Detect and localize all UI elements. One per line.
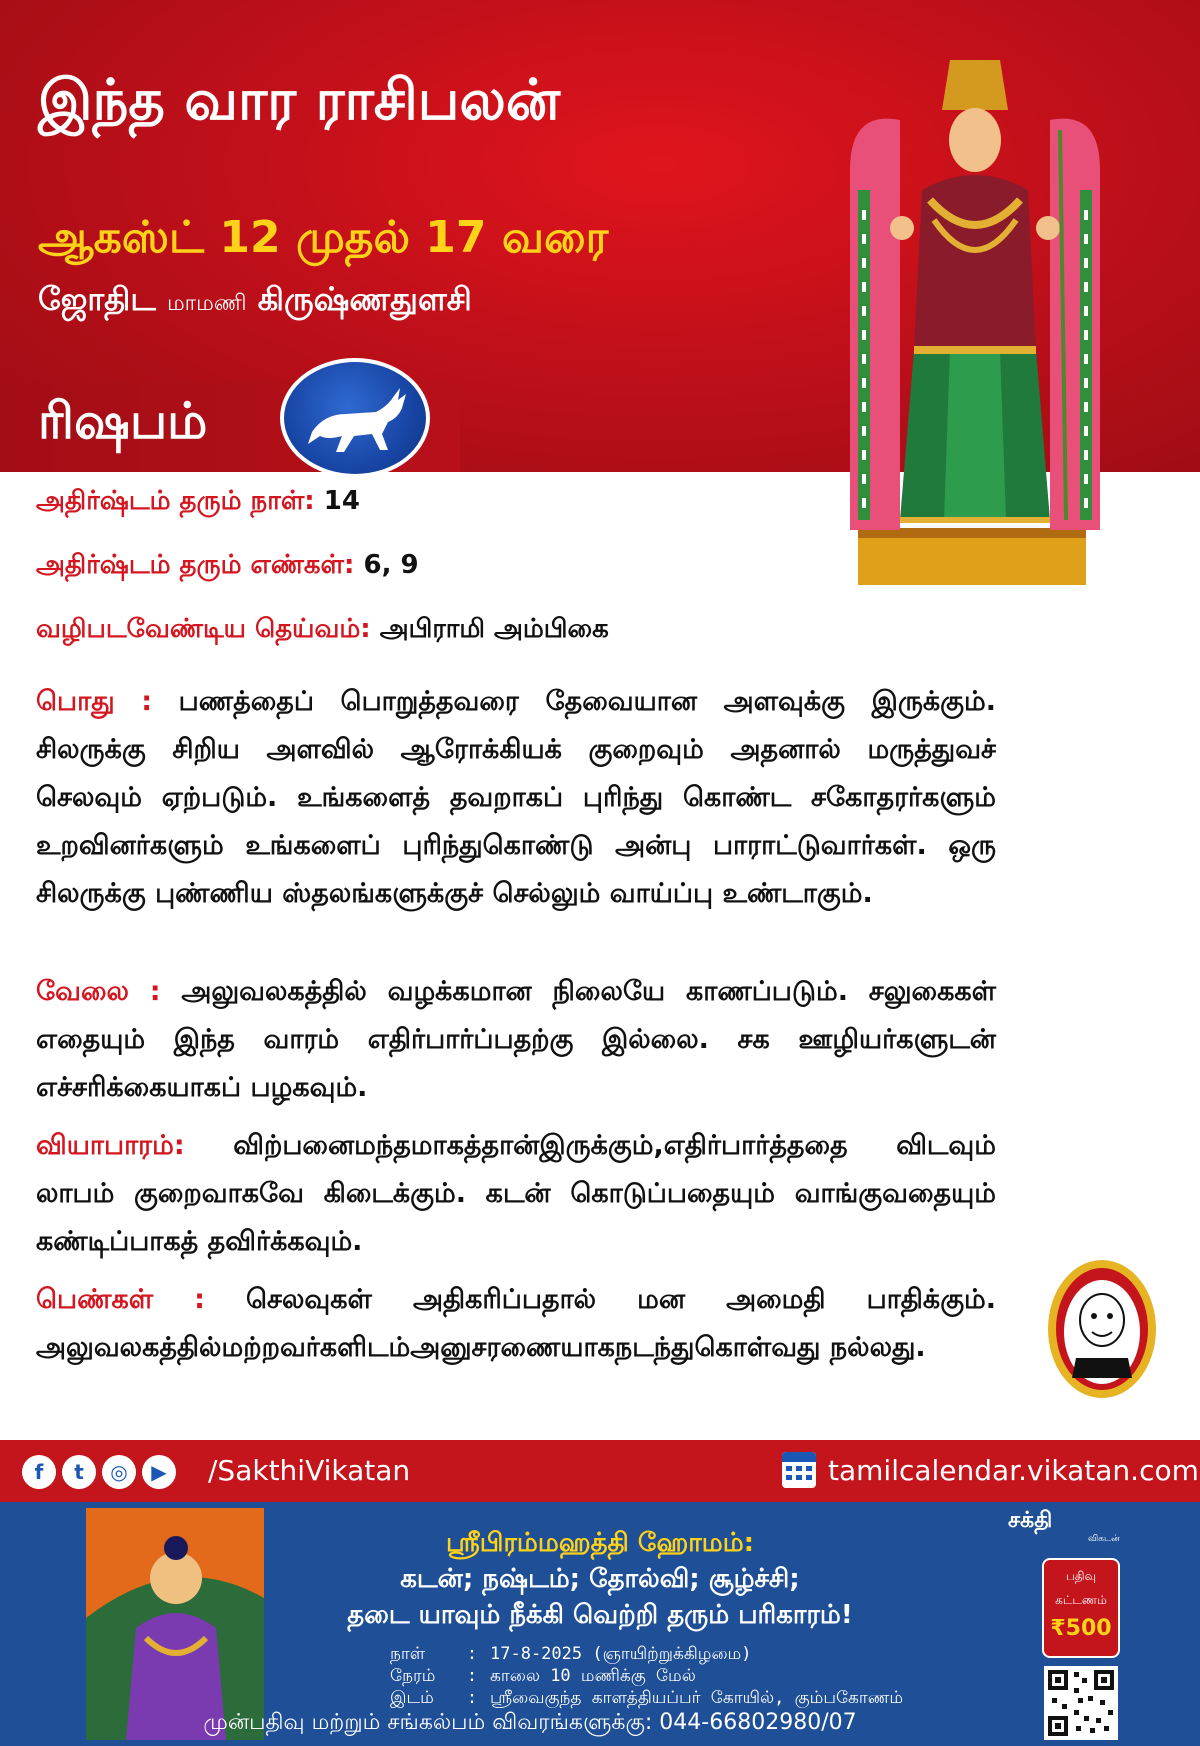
author-title: ஜோதிட: [38, 280, 156, 318]
twitter-icon[interactable]: t: [62, 1455, 96, 1489]
section-business: [36, 1122, 996, 1266]
instagram-icon[interactable]: ◎: [102, 1455, 136, 1489]
section-text: பணத்தைப் பொறுத்தவரை தேவையான அளவுக்கு இருக்கும். சிலருக்கு சிறிய அளவில் ஆரோக்கியக் குறைவும் அதனால் மருத்துவச் செலவும் ஏற்படும். உங்களைத் தவறாகப் புரிந்து கொண்ட சகோதரர்களும் உறவினர்களும் உங்களைப் புரிந்துகொண்டு அன்பு பாராட்டுவார்கள். ஒரு சிலருக்கு புண்ணிய ஸ்தலங்களுக்குச் செல்லும் வாய்ப்பு உண்டாகும்.: [36, 686, 996, 909]
rasi-name: ரிஷபம்: [38, 392, 208, 450]
lucky-numbers-label: அதிர்ஷ்டம் தரும் எண்கள்:: [36, 550, 355, 580]
ad-line-1: கடன்; நஷ்டம்; தோல்வி; சூழ்ச்சி;: [400, 1564, 800, 1594]
section-label: பெண்கள் :: [36, 1284, 205, 1315]
section-label: பொது :: [36, 686, 153, 717]
ad-detail-colon: :: [466, 1688, 478, 1708]
ad-detail-colon: :: [466, 1666, 478, 1686]
deity-label: வழிபடவேண்டிய தெய்வம்:: [36, 614, 371, 644]
social-handle[interactable]: /SakthiVikatan: [208, 1454, 411, 1487]
lucky-day-label: அதிர்ஷ்டம் தரும் நாள்:: [36, 486, 315, 516]
ad-detail-key: நேரம்: [390, 1666, 436, 1686]
deity-value: அபிராமி அம்பிகை: [379, 614, 609, 644]
lucky-numbers: [36, 550, 419, 583]
ad-detail-colon: :: [466, 1644, 478, 1664]
facebook-icon[interactable]: f: [22, 1455, 56, 1489]
lucky-numbers-value: 6, 9: [363, 550, 419, 580]
author-name: கிருஷ்ணதுளசி: [257, 280, 472, 318]
vikatan-brand: விகடன்: [1088, 1534, 1120, 1544]
ad-detail-row: [390, 1666, 696, 1688]
fee-badge: [1042, 1558, 1120, 1658]
ad-detail-key: நாள்: [390, 1644, 426, 1664]
ad-line-2: தடை யாவும் நீக்கி வெற்றி தரும் பரிகாரம்!: [347, 1600, 853, 1630]
website-link[interactable]: tamilcalendar.vikatan.com: [828, 1454, 1199, 1487]
youtube-icon[interactable]: ▶: [142, 1455, 176, 1489]
sakthi-brand: சக்தி: [1008, 1508, 1053, 1533]
section-label: வியாபாரம்:: [36, 1130, 185, 1161]
ad-detail-value: 17-8-2025 (ஞாயிற்றுக்கிழமை): [490, 1644, 752, 1664]
ad-detail-row: [390, 1644, 751, 1666]
section-text: அலுவலகத்தில் வழக்கமான நிலையே காணப்படும். சலுகைகள் எதையும் இந்த வாரம் எதிர்பார்ப்பதற்கு இல்லை. சக ஊழியர்களுடன் எச்சரிக்கையாகப் பழகவும்.: [36, 976, 996, 1103]
author-line: [38, 280, 472, 322]
section-text: விற்பனைமந்தமாகத்தான்இருக்கும்,எதிர்பார்த்ததை விடவும் லாபம் குறைவாகவே கிடைக்கும். கடன் கொடுப்பதையும் வாங்குவதையும் கண்டிப்பாகத் தவிர்க்கவும்.: [36, 1130, 996, 1257]
calendar-icon: [782, 1452, 816, 1488]
page-title: இந்த வார ராசிபலன்: [38, 68, 561, 133]
ad-detail-value: ஸ்ரீவைகுந்த காளத்தியப்பர் கோயில், கும்பகோணம்: [490, 1688, 904, 1708]
author-honorific: மாமணி: [166, 291, 247, 316]
section-label: வேலை :: [36, 976, 161, 1007]
fee-amount: ₹500: [1050, 1616, 1112, 1641]
ad-detail-key: இடம்: [390, 1688, 434, 1708]
fee-label-1: பதிவு: [1065, 1569, 1097, 1583]
lucky-day-value: 14: [323, 486, 360, 516]
section-work: [36, 968, 996, 1112]
date-range: ஆகஸ்ட் 12 முதல் 17 வரை: [38, 212, 609, 263]
deity-info: [36, 614, 609, 647]
bull-icon: [280, 358, 430, 478]
vikatan-mascot-logo: [1046, 1258, 1158, 1400]
ad-detail-row: [390, 1688, 903, 1710]
fee-label-2: கட்டணம்: [1055, 1593, 1107, 1607]
lucky-day: [36, 486, 360, 519]
qr-code-icon[interactable]: [1044, 1666, 1118, 1740]
ad-detail-value: காலை 10 மணிக்கு மேல்: [490, 1666, 696, 1686]
section-general: [36, 678, 996, 918]
ad-phone-line: முன்பதிவு மற்றும் சங்கல்பம் விவரங்களுக்கு: 044-66802980/07: [203, 1710, 857, 1735]
section-text: செலவுகள் அதிகரிப்பதால் மன அமைதி பாதிக்கும். அலுவலகத்தில்மற்றவர்களிடம்அனுசரணையாகநடந்துகொள்வது நல்லது.: [36, 1284, 997, 1363]
deity-image: [830, 50, 1120, 585]
ad-heading: ஸ்ரீபிரம்மஹத்தி ஹோமம்:: [445, 1528, 755, 1558]
section-women: [36, 1276, 996, 1372]
